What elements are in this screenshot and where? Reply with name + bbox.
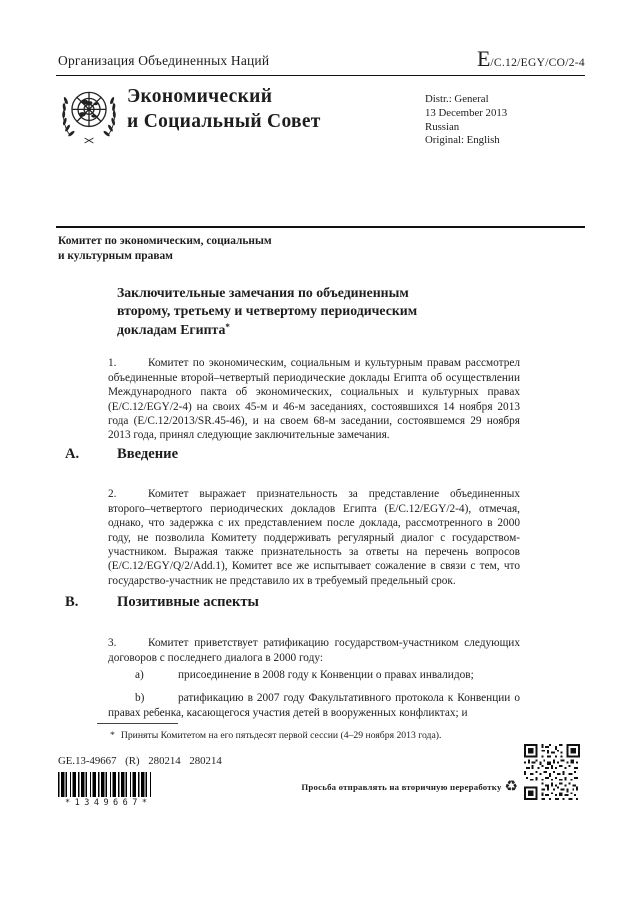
- section-heading-a: [65, 446, 178, 463]
- distr-language: Russian: [425, 120, 460, 133]
- recycle-text: Просьба отправлять на вторичную переработку: [301, 781, 502, 792]
- list-item-b: [108, 691, 520, 720]
- un-emblem-icon: [56, 82, 122, 150]
- doc-symbol: [477, 46, 585, 72]
- recycle-icon: ♻: [504, 777, 518, 795]
- section-label: A.: [65, 446, 80, 462]
- barcode-graphic: [58, 772, 151, 797]
- distribution-block: [425, 93, 507, 148]
- footnote-rule: [97, 723, 178, 724]
- paragraph-1: [108, 356, 520, 442]
- distr-date: 13 December 2013: [425, 106, 508, 119]
- doc-symbol-letter: E: [476, 46, 491, 71]
- recycle-note: [301, 779, 518, 794]
- council-title-line1: Экономический: [127, 86, 273, 107]
- list-item-text: ратификацию в 2007 году Факультативного протокола к Конвенции о правах ребенка, касающегося участия детей в вооруженных конфликтах; и: [108, 692, 520, 719]
- qr-code: [524, 744, 580, 800]
- footnote-marker: *: [110, 730, 115, 741]
- committee-heading: [58, 234, 272, 263]
- list-item-label: a): [135, 669, 144, 682]
- paragraph-3: [108, 636, 520, 665]
- org-name: Организация Объединенных Наций: [58, 53, 270, 68]
- title-line3: докладам Египта: [117, 322, 226, 337]
- header-rule: [56, 75, 585, 76]
- list-item-a: [108, 668, 520, 682]
- section-title: Введение: [117, 446, 179, 462]
- footnote: [110, 730, 530, 741]
- paragraph-number: 2.: [108, 488, 117, 501]
- list-item-label: b): [135, 692, 145, 705]
- title-footnote-marker: *: [225, 322, 230, 332]
- title-line1: Заключительные замечания по объединенным: [117, 285, 409, 300]
- doc-symbol-number: /C.12/EGY/CO/2-4: [490, 57, 585, 69]
- paragraph-2: [108, 487, 520, 588]
- barcode-text: *1349667*: [64, 798, 152, 808]
- footnote-text: Приняты Комитетом на его пятьдесят первой сессии (4–29 ноября 2013 года).: [120, 730, 442, 741]
- section-title: Позитивные аспекты: [117, 594, 259, 610]
- council-title-line2: и Социальный Совет: [127, 111, 321, 132]
- section-heading-b: [65, 594, 259, 611]
- ge-number: GE.13-49667 (R) 280214 280214: [58, 755, 222, 767]
- paragraph-number: 3.: [108, 637, 117, 650]
- distr-original: Original: English: [425, 134, 500, 147]
- list-item-text: присоединение в 2008 году к Конвенции о правах инвалидов;: [178, 669, 474, 682]
- paragraph-text: Комитет приветствует ратификацию государством-участником следующих договоров с последнего диалога в 2000 году:: [108, 637, 520, 664]
- paragraph-text: Комитет выражает признательность за представление объединенных второго–четвертого периодических докладов Египта (E/C.12/EGY/2-4), отмечая, однако, что задержка с их представлением после доклада, рассмотренного в 2000 году, не позволила Комитету поддерживать регулярный диалог с государством-участником. Выражая также признательность за ответы на перечень вопросов (E/C.12/EGY/Q/2/Add.1), Комитет все же испытывает сожаление в связи с тем, что государство-участник не представило их в требуемый предельный срок.: [108, 488, 520, 587]
- section-label: B.: [65, 594, 79, 610]
- paragraph-number: 1.: [108, 357, 117, 370]
- committee-line2: и культурным правам: [58, 249, 173, 262]
- paragraph-text: Комитет по экономическим, социальным и культурным правам рассмотрел объединенные второй–четвертый периодические доклады Египта об осуществлении Международного пакта об экономических, социальных и культурных правах (E/C.12/EGY/2-4) на своих 45-м и 46-м заседаниях, состоявшихся 14 ноября 2013 года (E/C.12/2013/SR.45-46), и на своем 68-м заседании, состоявшемся 29 ноября 2013 года, принял следующие заключительные замечания.: [108, 357, 520, 442]
- council-title: [127, 84, 321, 134]
- distr-type: Distr.: General: [425, 93, 489, 105]
- document-title: [117, 284, 537, 339]
- section-rule: [56, 226, 585, 228]
- committee-line1: Комитет по экономическим, социальным: [58, 235, 272, 247]
- title-line2: второму, третьему и четвертому периодическим: [117, 302, 418, 318]
